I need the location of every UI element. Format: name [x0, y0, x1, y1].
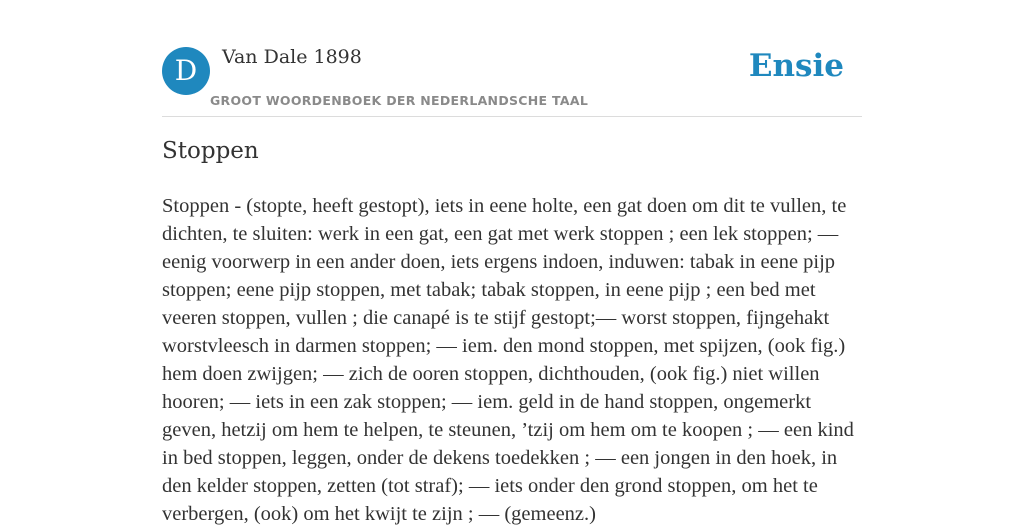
entry-headword: Stoppen [162, 138, 259, 164]
ensie-logo[interactable]: Ensie [748, 48, 844, 84]
dictionary-subtitle: GROOT WOORDENBOEK DER NEDERLANDSCHE TAAL [210, 93, 589, 108]
dictionary-header [162, 44, 862, 117]
dictionary-logo-icon[interactable]: D [162, 47, 210, 95]
entry-definition: Stoppen - (stopte, heeft gestopt), iets in eene holte, een gat doen om dit te vullen, te dichten, te sluiten: werk in een gat, een gat met werk stoppen ; een lek stoppen; — eenig voorwerp in een ander doen, iets ergens indoen, induwen: tabak in eene pijp stoppen; eene pijp stoppen, met tabak; tabak stoppen, in eene pijp ; een bed met veeren stoppen, vullen ; die canapé is te stijf gestopt;— worst stoppen, fijngehakt worstvleesch in darmen stoppen; — iem. den mond stoppen, met spijzen, (ook fig.) hem doen zwijgen; — zich de ooren stoppen, dichthouden, (ook fig.) niet willen hooren; — iets in een zak stoppen; — iem. geld in de hand stoppen, ongemerkt geven, hetzij om hem te helpen, te steunen, ’tzij om hem om te koopen ; — een kind in bed stoppen, leggen, onder de dekens toedekken ; — een jongen in den hoek, in den kelder stoppen, zetten (tot straf); — iets onder den grond stoppen, om het te verbergen, (ook) om het kwijt te zijn ; — (gemeenz.) [162, 195, 854, 525]
dictionary-title[interactable]: Van Dale 1898 [222, 46, 362, 68]
